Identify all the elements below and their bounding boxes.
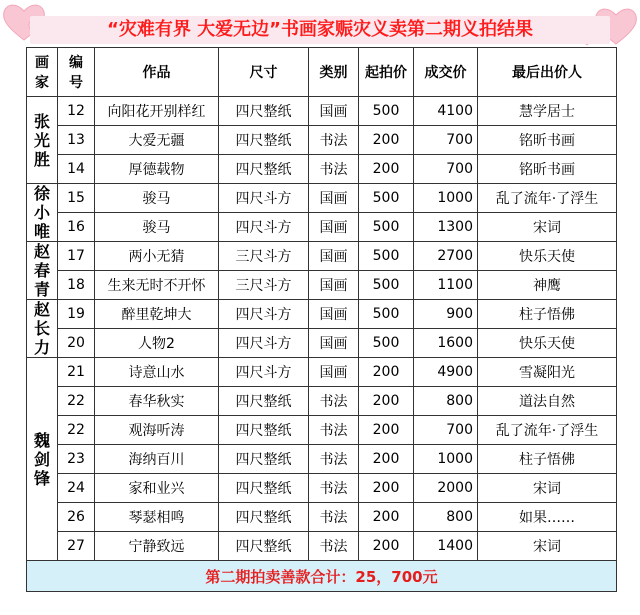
- final-price-cell: 1000: [414, 445, 478, 474]
- category-cell: 书法: [309, 126, 359, 155]
- start-price-cell: 500: [359, 329, 414, 358]
- lot-number-cell: 14: [58, 155, 95, 184]
- start-price-cell: 200: [359, 126, 414, 155]
- table-row: [27, 387, 617, 416]
- artist-name-char: 小: [33, 203, 50, 222]
- category-cell: 书法: [309, 445, 359, 474]
- start-price-cell: 500: [359, 97, 414, 126]
- size-cell: 四尺斗方: [219, 300, 309, 329]
- start-price-cell: 500: [359, 300, 414, 329]
- table-row: [27, 329, 617, 358]
- last-bidder-cell: 宋词: [478, 213, 617, 242]
- category-cell: 国画: [309, 271, 359, 300]
- final-price-cell: 4900: [414, 358, 478, 387]
- category-cell: 书法: [309, 155, 359, 184]
- category-cell: 书法: [309, 474, 359, 503]
- lot-number-cell: 24: [58, 474, 95, 503]
- lot-number-cell: 22: [58, 416, 95, 445]
- last-bidder-cell: 神鹰: [478, 271, 617, 300]
- header-start-price: 起拍价: [359, 48, 414, 97]
- start-price-cell: 200: [359, 416, 414, 445]
- lot-number-cell: 19: [58, 300, 95, 329]
- artist-name-char: 张: [33, 111, 50, 131]
- artist-name-char: 胜: [33, 149, 50, 169]
- final-price-cell: 1300: [414, 213, 478, 242]
- table-row: [27, 271, 617, 300]
- results-table: [26, 47, 617, 592]
- last-bidder-cell: 铭昕书画: [478, 126, 617, 155]
- size-cell: 四尺整纸: [219, 155, 309, 184]
- category-cell: 国画: [309, 97, 359, 126]
- final-price-cell: 1400: [414, 532, 478, 561]
- size-cell: 四尺整纸: [219, 474, 309, 503]
- last-bidder-cell: 乱了流年·了浮生: [478, 416, 617, 445]
- start-price-cell: 500: [359, 184, 414, 213]
- final-price-cell: 700: [414, 126, 478, 155]
- last-bidder-cell: 雪凝阳光: [478, 358, 617, 387]
- final-price-cell: 700: [414, 416, 478, 445]
- final-price-cell: 1100: [414, 271, 478, 300]
- category-cell: 国画: [309, 358, 359, 387]
- category-cell: 书法: [309, 503, 359, 532]
- work-title-cell: 家和业兴: [95, 474, 219, 503]
- last-bidder-cell: 道法自然: [478, 387, 617, 416]
- table-body: [27, 97, 617, 561]
- table-row: [27, 97, 617, 126]
- final-price-cell: 900: [414, 300, 478, 329]
- work-title-cell: 两小无猜: [95, 242, 219, 271]
- size-cell: 四尺斗方: [219, 358, 309, 387]
- work-title-cell: 人物2: [95, 329, 219, 358]
- size-cell: 四尺斗方: [219, 329, 309, 358]
- last-bidder-cell: 柱子悟佛: [478, 300, 617, 329]
- start-price-cell: 200: [359, 358, 414, 387]
- total-summary: 第二期拍卖善款合计：25，700元: [27, 561, 617, 592]
- lot-number-cell: 21: [58, 358, 95, 387]
- last-bidder-cell: 如果……: [478, 503, 617, 532]
- artist-name-char: 魏: [33, 430, 50, 450]
- table-row: [27, 474, 617, 503]
- size-cell: 四尺整纸: [219, 445, 309, 474]
- artist-name-char: 力: [33, 338, 50, 357]
- category-cell: 书法: [309, 416, 359, 445]
- start-price-cell: 200: [359, 387, 414, 416]
- lot-number-cell: 27: [58, 532, 95, 561]
- start-price-cell: 500: [359, 213, 414, 242]
- artist-name-char: 唯: [33, 222, 50, 241]
- work-title-cell: 海纳百川: [95, 445, 219, 474]
- work-title-cell: 骏马: [95, 213, 219, 242]
- table-row: [27, 213, 617, 242]
- lot-number-cell: 17: [58, 242, 95, 271]
- start-price-cell: 200: [359, 503, 414, 532]
- work-title-cell: 诗意山水: [95, 358, 219, 387]
- lot-number-cell: 26: [58, 503, 95, 532]
- size-cell: 三尺斗方: [219, 242, 309, 271]
- header-number: 编 号: [58, 48, 95, 97]
- final-price-cell: 2000: [414, 474, 478, 503]
- lot-number-cell: 12: [58, 97, 95, 126]
- category-cell: 国画: [309, 242, 359, 271]
- category-cell: 书法: [309, 387, 359, 416]
- final-price-cell: 800: [414, 387, 478, 416]
- work-title-cell: 春华秋实: [95, 387, 219, 416]
- artist-name-cell: [27, 300, 58, 358]
- work-title-cell: 宁静致远: [95, 532, 219, 561]
- table-row: [27, 242, 617, 271]
- lot-number-cell: 13: [58, 126, 95, 155]
- work-title-cell: 向阳花开别样红: [95, 97, 219, 126]
- final-price-cell: 800: [414, 503, 478, 532]
- final-price-cell: 700: [414, 155, 478, 184]
- start-price-cell: 200: [359, 532, 414, 561]
- final-price-cell: 4100: [414, 97, 478, 126]
- artist-name-char: 剑: [33, 449, 50, 469]
- table-header-row: [27, 48, 617, 97]
- table-row: [27, 503, 617, 532]
- size-cell: 四尺整纸: [219, 532, 309, 561]
- size-cell: 四尺整纸: [219, 416, 309, 445]
- start-price-cell: 500: [359, 242, 414, 271]
- last-bidder-cell: 快乐天使: [478, 242, 617, 271]
- lot-number-cell: 23: [58, 445, 95, 474]
- size-cell: 四尺斗方: [219, 213, 309, 242]
- last-bidder-cell: 柱子悟佛: [478, 445, 617, 474]
- results-table-wrapper: [26, 47, 616, 592]
- size-cell: 四尺整纸: [219, 97, 309, 126]
- header-final-price: 成交价: [414, 48, 478, 97]
- footer-row: [27, 561, 617, 592]
- last-bidder-cell: 宋词: [478, 474, 617, 503]
- start-price-cell: 500: [359, 271, 414, 300]
- table-row: [27, 300, 617, 329]
- category-cell: 国画: [309, 213, 359, 242]
- work-title-cell: 大爱无疆: [95, 126, 219, 155]
- final-price-cell: 2700: [414, 242, 478, 271]
- size-cell: 四尺整纸: [219, 503, 309, 532]
- table-row: [27, 126, 617, 155]
- artist-name-char: 锋: [33, 468, 50, 488]
- header-size: 尺寸: [219, 48, 309, 97]
- last-bidder-cell: 快乐天使: [478, 329, 617, 358]
- lot-number-cell: 16: [58, 213, 95, 242]
- start-price-cell: 200: [359, 445, 414, 474]
- work-title-cell: 观海听涛: [95, 416, 219, 445]
- header-artist: 画 家: [27, 48, 58, 97]
- artist-name-char: 青: [33, 280, 50, 299]
- start-price-cell: 200: [359, 474, 414, 503]
- final-price-cell: 1000: [414, 184, 478, 213]
- artist-name-char: 赵: [33, 300, 50, 319]
- artist-name-char: 春: [33, 261, 50, 280]
- artist-name-cell: [27, 242, 58, 300]
- size-cell: 四尺整纸: [219, 387, 309, 416]
- artist-name-cell: [27, 184, 58, 242]
- category-cell: 国画: [309, 300, 359, 329]
- lot-number-cell: 20: [58, 329, 95, 358]
- page-title: “灾难有界 大爱无边”书画家赈灾义卖第二期义拍结果: [107, 19, 533, 40]
- artist-name-char: 徐: [33, 184, 50, 203]
- category-cell: 书法: [309, 532, 359, 561]
- lot-number-cell: 15: [58, 184, 95, 213]
- artist-name-cell: [27, 358, 58, 561]
- work-title-cell: 骏马: [95, 184, 219, 213]
- table-row: [27, 155, 617, 184]
- size-cell: 四尺斗方: [219, 184, 309, 213]
- artist-name-char: 光: [33, 130, 50, 150]
- artist-name-cell: [27, 97, 58, 184]
- table-row: [27, 416, 617, 445]
- table-row: [27, 184, 617, 213]
- lot-number-cell: 22: [58, 387, 95, 416]
- category-cell: 国画: [309, 184, 359, 213]
- artist-name-char: 赵: [33, 242, 50, 261]
- header-work: 作品: [95, 48, 219, 97]
- category-cell: 国画: [309, 329, 359, 358]
- header-category: 类别: [309, 48, 359, 97]
- work-title-cell: 琴瑟相鸣: [95, 503, 219, 532]
- last-bidder-cell: 慧学居士: [478, 97, 617, 126]
- work-title-cell: 生来无时不开怀: [95, 271, 219, 300]
- lot-number-cell: 18: [58, 271, 95, 300]
- final-price-cell: 1600: [414, 329, 478, 358]
- work-title-cell: 厚德载物: [95, 155, 219, 184]
- last-bidder-cell: 铭昕书画: [478, 155, 617, 184]
- table-row: [27, 532, 617, 561]
- size-cell: 四尺整纸: [219, 126, 309, 155]
- start-price-cell: 200: [359, 155, 414, 184]
- table-row: [27, 445, 617, 474]
- work-title-cell: 醉里乾坤大: [95, 300, 219, 329]
- last-bidder-cell: 宋词: [478, 532, 617, 561]
- header-last-bidder: 最后出价人: [478, 48, 617, 97]
- last-bidder-cell: 乱了流年·了浮生: [478, 184, 617, 213]
- size-cell: 三尺斗方: [219, 271, 309, 300]
- artist-name-char: 长: [33, 319, 50, 338]
- table-row: [27, 358, 617, 387]
